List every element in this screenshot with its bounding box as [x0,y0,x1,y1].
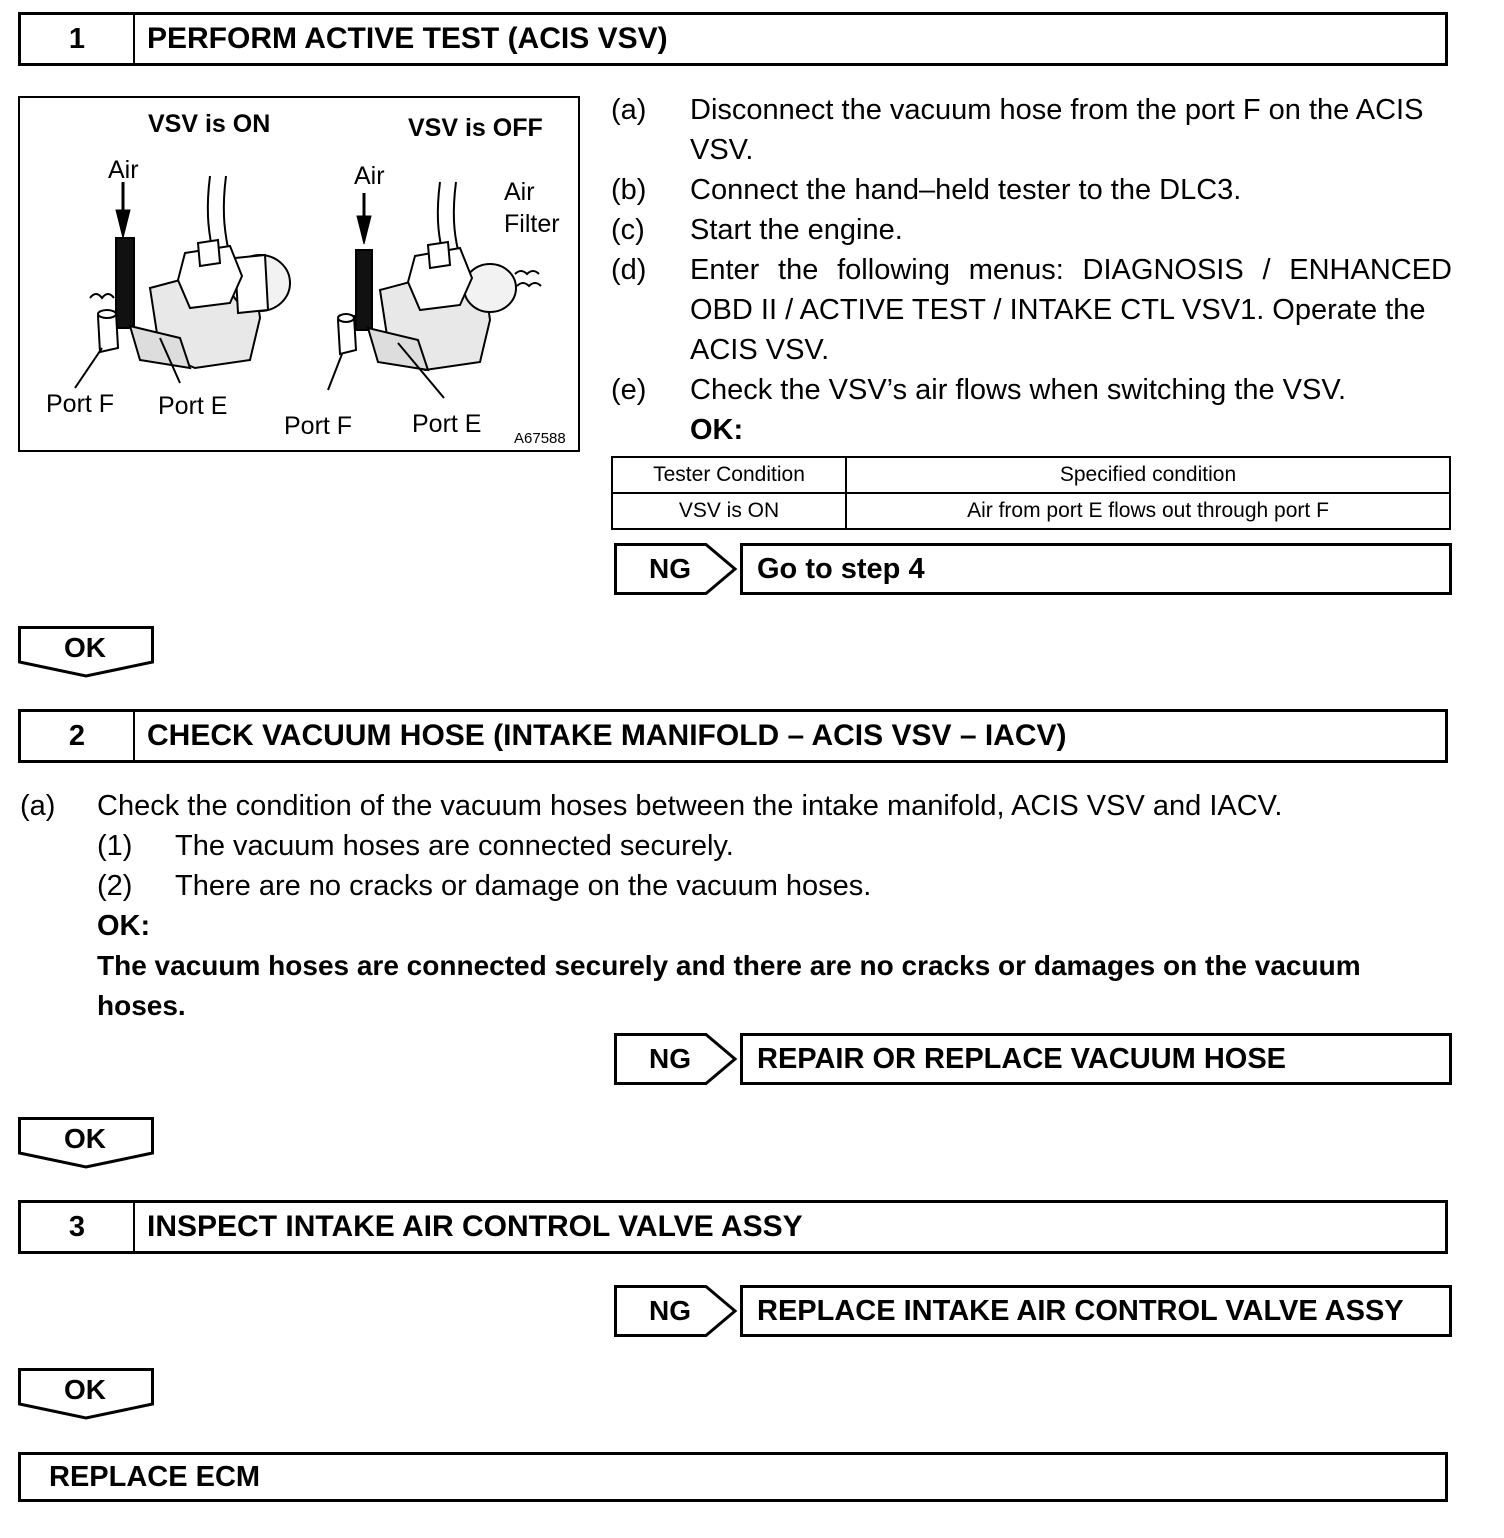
step-1-header [18,12,1448,66]
ng-result-step2 [614,1033,1452,1085]
label-vsv-on: VSV is ON [148,110,271,138]
vsv-illustration [18,96,580,452]
ng-result-step1 [614,543,1452,595]
label-port-e-left: Port E [158,392,228,420]
instruction-a-line2: VSV. [690,134,754,166]
step-3-header [18,1200,1448,1254]
step2-sub1-marker: (1) [97,830,133,862]
step-number: 2 [21,712,135,760]
table-cell: Air from port E flows out through port F [846,493,1450,529]
final-action-title: REPLACE ECM [49,1460,261,1493]
instruction-b-marker: (b) [611,174,647,206]
step-number: 1 [21,15,135,63]
ok-arrow-2 [18,1117,156,1169]
label-port-f-right: Port F [284,412,353,440]
step2-ok-line1: The vacuum hoses are connected securely and there are no cracks or damages on the vacuum [97,950,1361,981]
label-air-filter-line1: Air [504,178,535,206]
ok-arrow-1 [18,626,156,678]
final-action-box [18,1452,1448,1502]
label-port-f-left: Port F [46,390,115,418]
label-air-filter-line2: Filter [504,210,560,238]
ng-action: REPLACE INTAKE AIR CONTROL VALVE ASSY [740,1285,1452,1337]
step-2-header [18,709,1448,763]
condition-table [611,456,1451,530]
step-title: PERFORM ACTIVE TEST (ACIS VSV) [147,22,668,55]
instruction-c-line1: Start the engine. [690,214,903,246]
ok-label: OK [64,1374,106,1405]
ok-arrow-3 [18,1368,156,1420]
table-header-row [612,457,1450,493]
step-title: CHECK VACUUM HOSE (INTAKE MANIFOLD – ACIS VSV – IACV) [147,719,1067,752]
instruction-d-marker: (d) [611,254,647,286]
table-row [612,493,1450,529]
ng-action: REPAIR OR REPLACE VACUUM HOSE [740,1033,1452,1085]
step-title: INSPECT INTAKE AIR CONTROL VALVE ASSY [147,1210,803,1243]
instruction-d-line1: Enter the following menus: DIAGNOSIS / ENHANCED [690,254,1452,286]
step2-item-text: Check the condition of the vacuum hoses between the intake manifold, ACIS VSV and IACV. [97,790,1283,822]
instruction-d-line3: ACIS VSV. [690,334,830,366]
ng-action: Go to step 4 [740,543,1452,595]
label-port-e-right: Port E [412,410,482,438]
table-header-cell: Specified condition [846,457,1450,493]
instruction-e-line1: Check the VSV’s air flows when switching the VSV. [690,374,1347,406]
step-number: 3 [21,1203,135,1251]
ng-label: NG [649,553,691,584]
table-cell: VSV is ON [612,493,846,529]
step2-sub1-text: The vacuum hoses are connected securely. [175,830,734,862]
ok-label: OK [64,1123,106,1154]
instruction-b-line1: Connect the hand–held tester to the DLC3. [690,174,1242,206]
ok-label: OK [64,632,106,663]
step2-ok-line2: hoses. [97,990,186,1021]
instruction-e-marker: (e) [611,374,647,406]
step2-sub2-text: There are no cracks or damage on the vacuum hoses. [175,870,872,902]
label-vsv-off: VSV is OFF [408,114,543,142]
instruction-a-line1: Disconnect the vacuum hose from the port F on the ACIS [690,94,1424,126]
ng-label: NG [649,1295,691,1326]
ok-criteria-label: OK: [690,414,744,446]
step2-ok-label: OK: [97,910,151,942]
ng-result-step3 [614,1285,1452,1337]
label-air-left: Air [108,156,139,184]
step2-sub2-marker: (2) [97,870,133,902]
step2-item-marker: (a) [20,790,56,822]
figure-id: A67588 [514,430,566,447]
instruction-c-marker: (c) [611,214,645,246]
instruction-d-line2: OBD II / ACTIVE TEST / INTAKE CTL VSV1. Operate the [690,294,1426,326]
table-header-cell: Tester Condition [612,457,846,493]
ng-label: NG [649,1043,691,1074]
instruction-a-marker: (a) [611,94,647,126]
label-air-right: Air [354,162,385,190]
